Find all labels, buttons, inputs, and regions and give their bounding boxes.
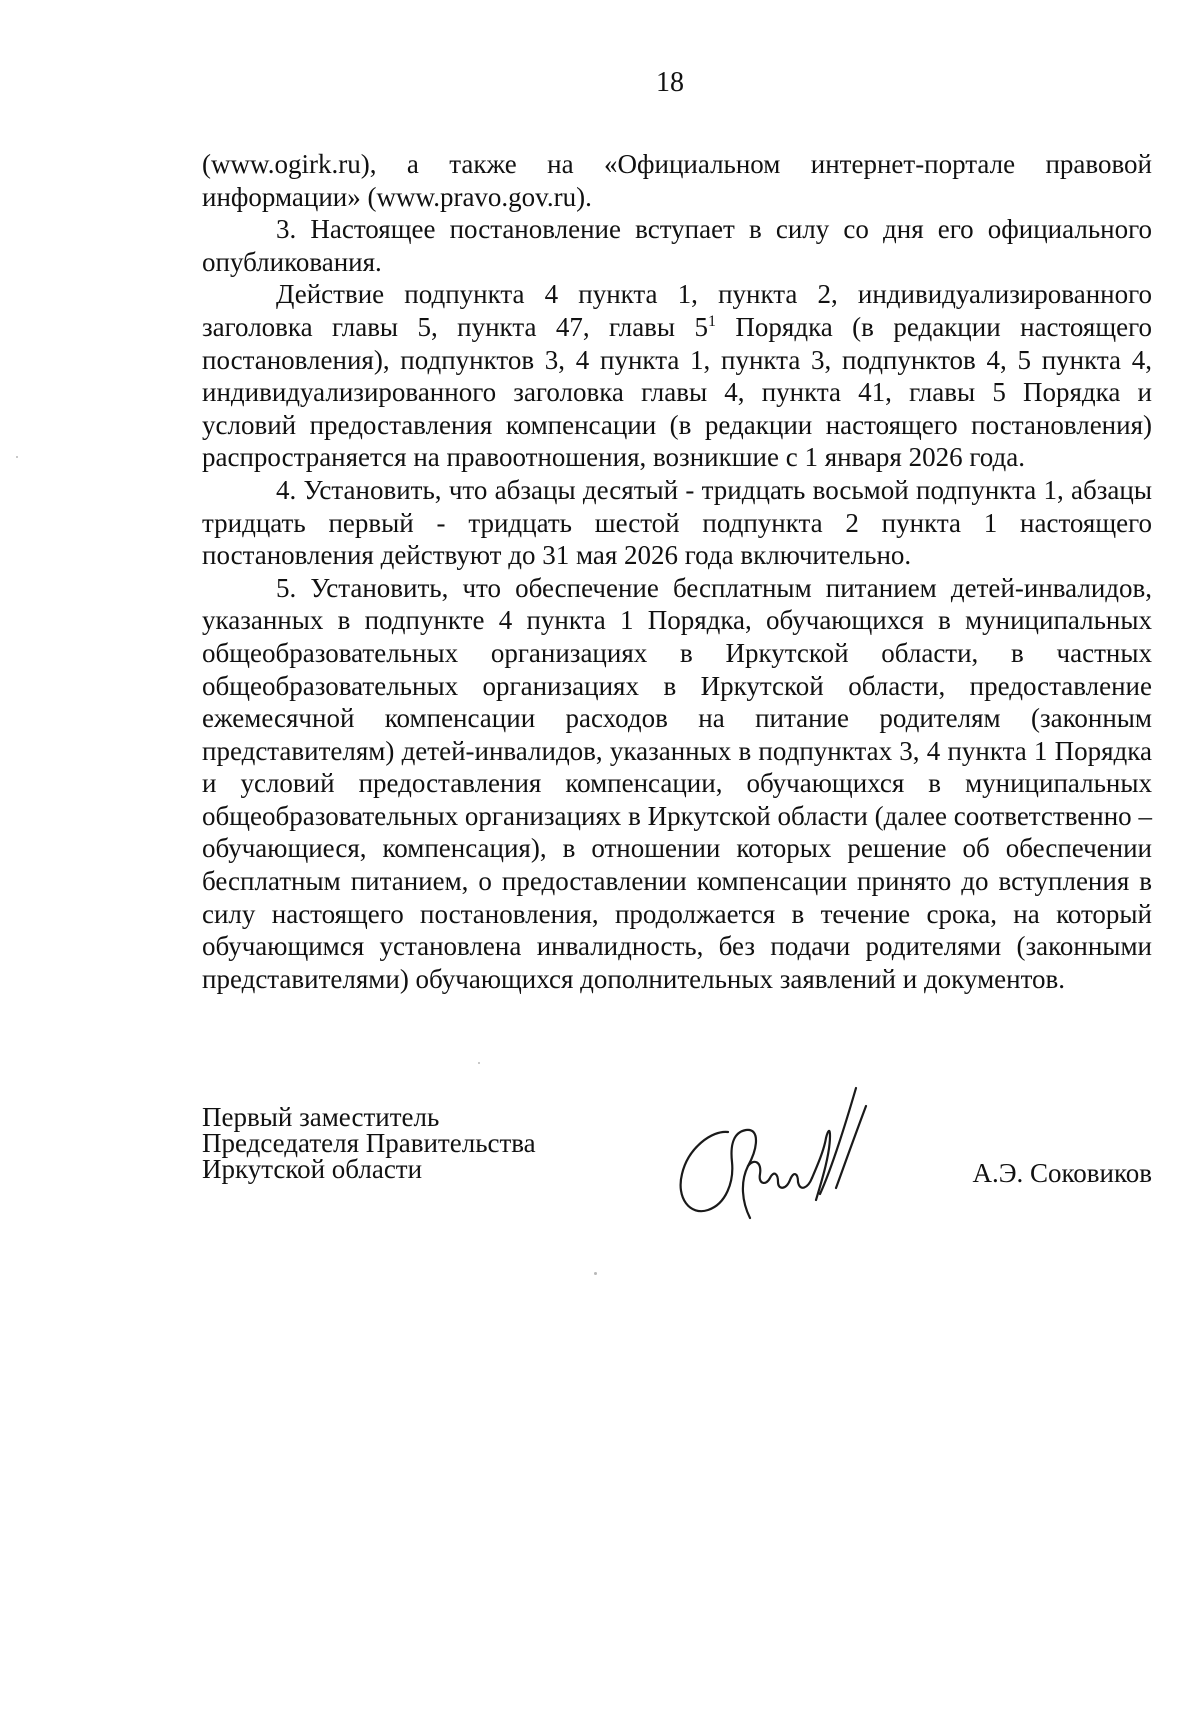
paragraph-5-free-meals: 5. Установить, что обеспечение бесплатным питанием детей-инвалидов, указанных в подпункте 4 пункта 1 Порядка, обучающихся в муниципальных общеобразовательных организациях в Иркутской области, в частных общеобразовательных организациях в Иркутской области, предоставление ежемесячной компенсации расходов на питание родителям (законным представителям) детей-инвалидов, указанных в подпунктах 3, 4 пункта 1 Порядка и условий предоставления компенсации, обучающихся в муниципальных общеобразовательных организациях в Иркутской области (далее соответственно – обучающиеся, компенсация), в отношении которых решение об обеспечении бесплатным питанием, о предоставлении компенсации принято до вступления в силу настоящего постановления, продолжается в течение срока, на который обучающимся установлена инвалидность, без подачи родителями (законными представителями) обучающихся дополнительных заявлений и документов. xyxy=(202,572,1152,994)
signatory-position-line-3: Иркутской области xyxy=(202,1154,423,1184)
paragraph-publication-sites: (www.ogirk.ru), а также на «Официальном интернет-портале правовой информации» (www.pravo.gov.ru). xyxy=(202,149,1152,212)
signatory-position xyxy=(202,1104,536,1182)
paragraph-retroactive-effect-part-2: Порядка (в редакции настоящего постановления), подпунктов 3, 4 пункта 1, пункта 3, подпунктов 4, 5 пункта 4, индивидуализированного заголовка главы 4, пункта 41, главы 5 Порядка и условий предоставления компенсации (в редакции настоящего постановления) распространяется на правоотношения, возникшие с 1 января 2026 года. xyxy=(202,311,1153,473)
paragraph-retroactive-effect-part-1: Действие подпункта 4 пункта 1, пункта 2, индивидуализированного заголовка главы 5, пункта 47, главы 5 xyxy=(202,279,1152,342)
paragraph-3-entry-into-force: 3. Настоящее постановление вступает в силу со дня его официального опубликования. xyxy=(202,214,1152,277)
signature-block xyxy=(202,1104,1152,1234)
paragraph-4-validity-period: 4. Установить, что абзацы десятый - тридцать восьмой подпункта 1, абзацы тридцать первый - тридцать шестой подпункта 2 пункта 1 настоящего постановления действуют до 31 мая 2026 года включительно. xyxy=(202,474,1152,571)
paragraph-retroactive-effect xyxy=(202,278,1152,474)
scan-speck xyxy=(478,1062,480,1064)
scan-speck xyxy=(594,1272,597,1275)
signatory-position-line-1: Первый заместитель xyxy=(202,1102,440,1132)
page-number: 18 xyxy=(656,67,684,98)
handwritten-signature xyxy=(670,1070,870,1240)
document-body xyxy=(202,148,1152,995)
scan-speck xyxy=(16,456,18,458)
signatory-name: А.Э. Соковиков xyxy=(972,1158,1152,1188)
signatory-position-line-2: Председателя Правительства xyxy=(202,1128,536,1158)
superscript-chapter-index: 1 xyxy=(708,312,716,330)
